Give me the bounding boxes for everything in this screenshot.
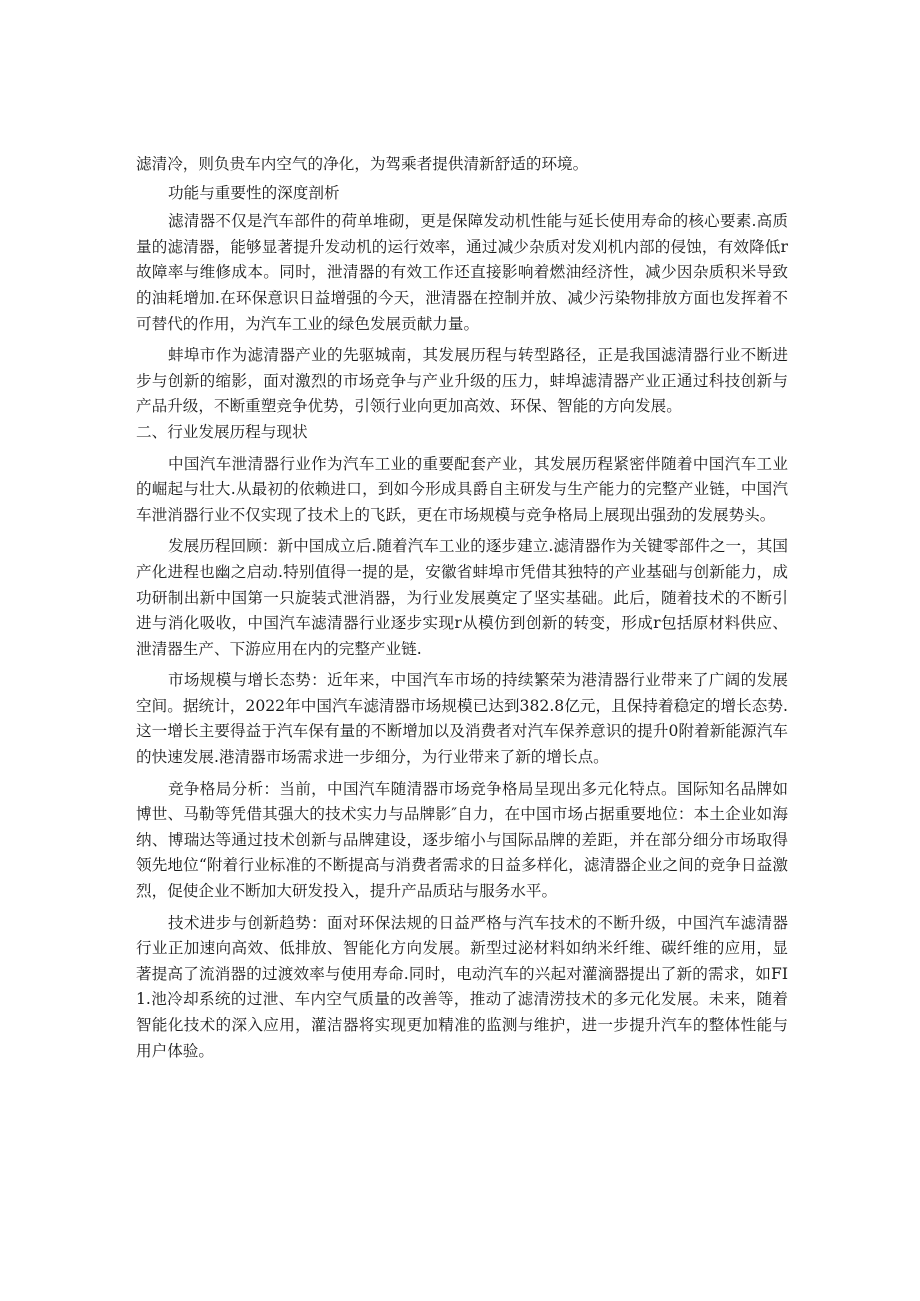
paragraph-technology: 技术进步与创新趋势：面对环保法规的日益严格与汽车技术的不断升级，中国汽车滤清器行业正加速向高效、低排放、智能化方向发展。新型过泌材料如纳米纤维、碳纤维的应用，显著提高了流消器的过渡效率与使用寿命.同时，电动汽车的兴起对灌滴器提出了新的需求，如FI1.池冷却系统的过泄、车内空气质量的改善等，推动了滤清涝技术的多元化发展。未来，随着智能化技术的深入应用，灌洁器将实现更加精准的监测与维护，进一步提升汽车的整体性能与用户体验。 <box>136 913 788 1060</box>
paragraph-importance: 滤清器不仅是汽车部件的荷单堆砌，更是保障发动机性能与延长使用寿命的核心要素.高质量的滤清器，能够显著提升发动机的运行效率，通过减少杂质对发刈机内部的侵蚀，有效降低r故障率与维修成本。同时，泄清器的有效工作还直接影响着燃油经济性，减少因杂质积米导致的油耗增加.在环保意识日益增强的今天，泄清器在控制并放、减少污染物排放方面也发挥着不可替代的作用，为汽车工业的绿色发展贡献力量。 <box>136 212 788 333</box>
paragraph-continuation: 滤清冷，则负贵车内空气的净化，为驾乘者提供清新舒适的环境。 <box>136 155 589 173</box>
section-heading-history: 二、行业发展历程与现状 <box>136 422 308 441</box>
document-body <box>136 152 788 1064</box>
paragraph-bengbu: 蚌埠市作为滤清器产业的先驱城南，其发展历程与转型路径，正是我国滤清器行业不断进步与创新的缩影，面对激烈的市场竞争与产业升级的压力，蚌埠滤清器产业正通过科技创新与产品升级，不断重塑竞争优势，引领行业向更加高效、环保、智能的方向发展。 <box>136 346 788 416</box>
paragraph-industry-overview: 中国汽车泄清器行业作为汽车工业的重要配套产业，其发展历程紧密伴随着中国汽车工业的崛起与壮大.从最初的依赖进口，到如今形成具爵自主研发与生产能力的完整产业链，中国汽车泄消器行业不仅实现了技术上的飞跃，更在市场规模与竞争格局上展现出强劲的发展势头。 <box>136 454 788 524</box>
paragraph-market-size: 市场规模与增长态势：近年来，中国汽车市场的持续繁荣为港清器行业带来了广阔的发展空间。据统计，2022年中国汽车滤清器市场规模已达到382.8亿元，且保持着稳定的增长态势.这一增长主要得益于汽车保有量的不断增加以及消费者对汽车保养意识的提升0附着新能源汽车的快速发展.港清器市场需求进一步细分，为行业带来了新的增长点。 <box>136 671 788 767</box>
paragraph-history-review: 发展历程回顾：新中国成立后.随着汽车工业的逐步建立.滤清器作为关键零部件之一，其国产化进程也幽之启动.特别值得一提的是，安徽省蚌埠市凭借其独特的产业基础与创新能力，成功研制出新中国第一只旋装式泄消器，为行业发展奠定了坚实基础。此后，随着技术的不断引进与消化吸收，中国汽车滤清器行业逐步实现r从模仿到创新的转变，形成r包括原材料供应、泄清器生产、下游应用在内的完整产业链. <box>136 537 788 658</box>
section-subheading-function: 功能与重要性的深度剖析 <box>168 183 340 202</box>
paragraph-competition: 竞争格局分析：当前，中国汽车随清器市场竞争格局呈现出多元化特点。国际知名品牌如博世、马勒等凭借其强大的技术实力与品牌影″自力，在中国市场占据重要地位：本土企业如海纳、博瑞达等通过技术创新与品牌建设，逐步缩小与国际品牌的差距，并在部分细分市场取得领先地位“附着行业标准的不断提高与消费者需求的日益多样化，滤清器企业之间的竞争日益激烈，促使企业不断加大研发投入，提升产品质玷与服务水平。 <box>136 779 788 901</box>
